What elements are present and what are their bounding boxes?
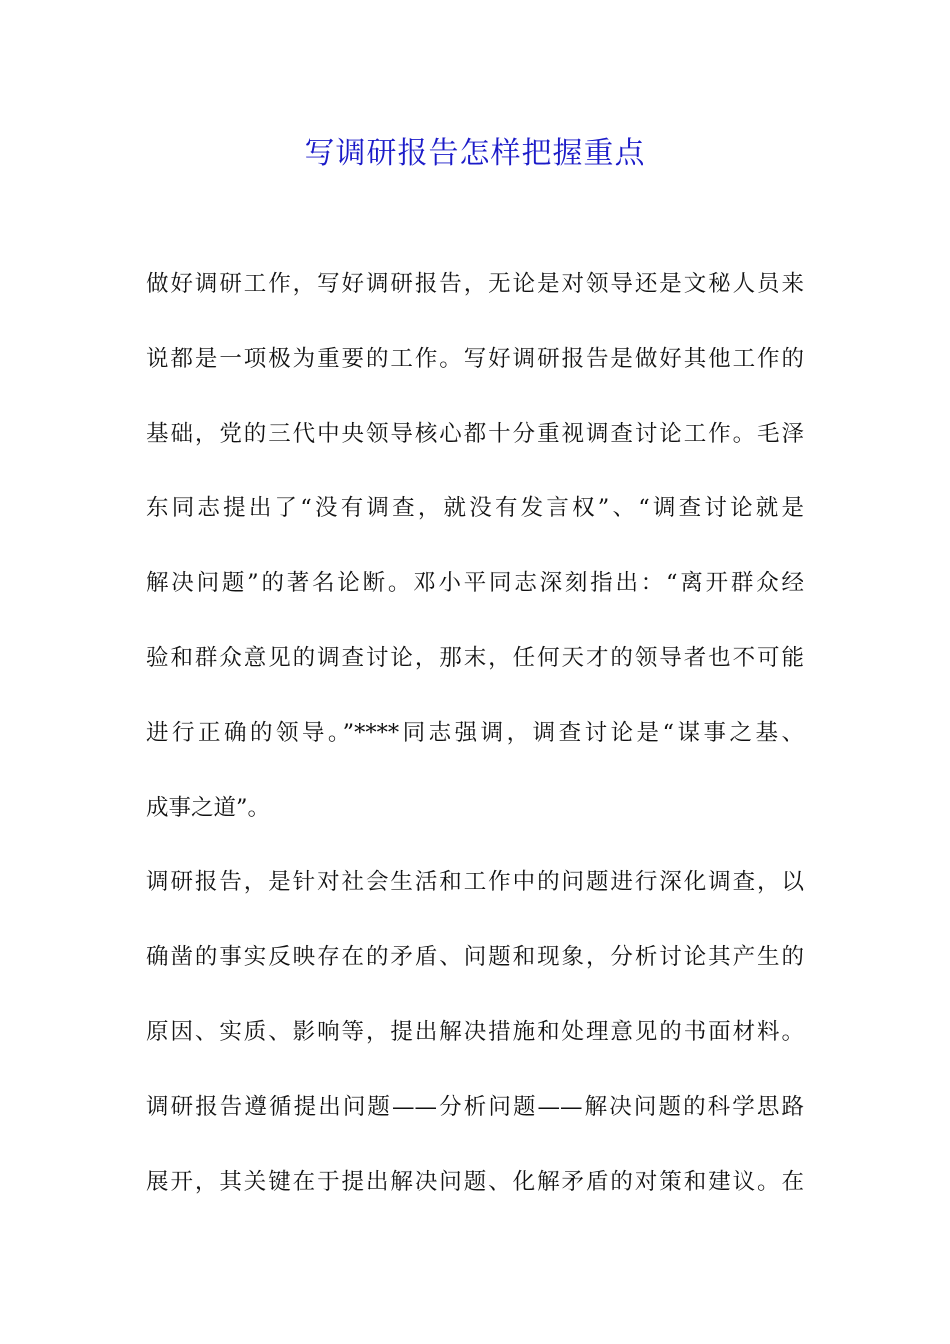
text-line: 做好调研工作，写好调研报告，无论是对领导还是文秘人员来 (146, 271, 804, 297)
text-line: 解决问题”的著名论断。邓小平同志深刻指出：“离开群众经 (146, 570, 804, 597)
text-line: 说都是一项极为重要的工作。写好调研报告是做好其他工作的 (146, 345, 804, 372)
text-line: 确凿的事实反映存在的矛盾、问题和现象，分析讨论其产生的 (146, 944, 804, 971)
text-line: 原因、实质、影响等，提出解决措施和处理意见的书面材料。 (146, 1018, 804, 1045)
text-line: 验和群众意见的调查讨论，那末，任何天才的领导者也不可能 (146, 644, 804, 671)
text-line: 展开，其关键在于提出解决问题、化解矛盾的对策和建议。在 (146, 1168, 804, 1195)
text-line: 进行正确的领导。”****同志强调，调查讨论是“谋事之基、 (146, 719, 804, 746)
text-line-paragraph-end: 成事之道”。 (146, 794, 271, 821)
text-line: 东同志提出了“没有调查，就没有发言权”、“调查讨论就是 (146, 495, 804, 522)
text-line: 基础，党的三代中央领导核心都十分重视调查讨论工作。毛泽 (146, 420, 804, 447)
text-line: 调研报告，是针对社会生活和工作中的问题进行深化调查，以 (146, 869, 804, 896)
document-body (146, 260, 804, 1232)
text-line: 调研报告遵循提出问题——分析问题——解决问题的科学思路 (146, 1093, 804, 1120)
document-title: 写调研报告怎样把握重点 (304, 136, 646, 171)
